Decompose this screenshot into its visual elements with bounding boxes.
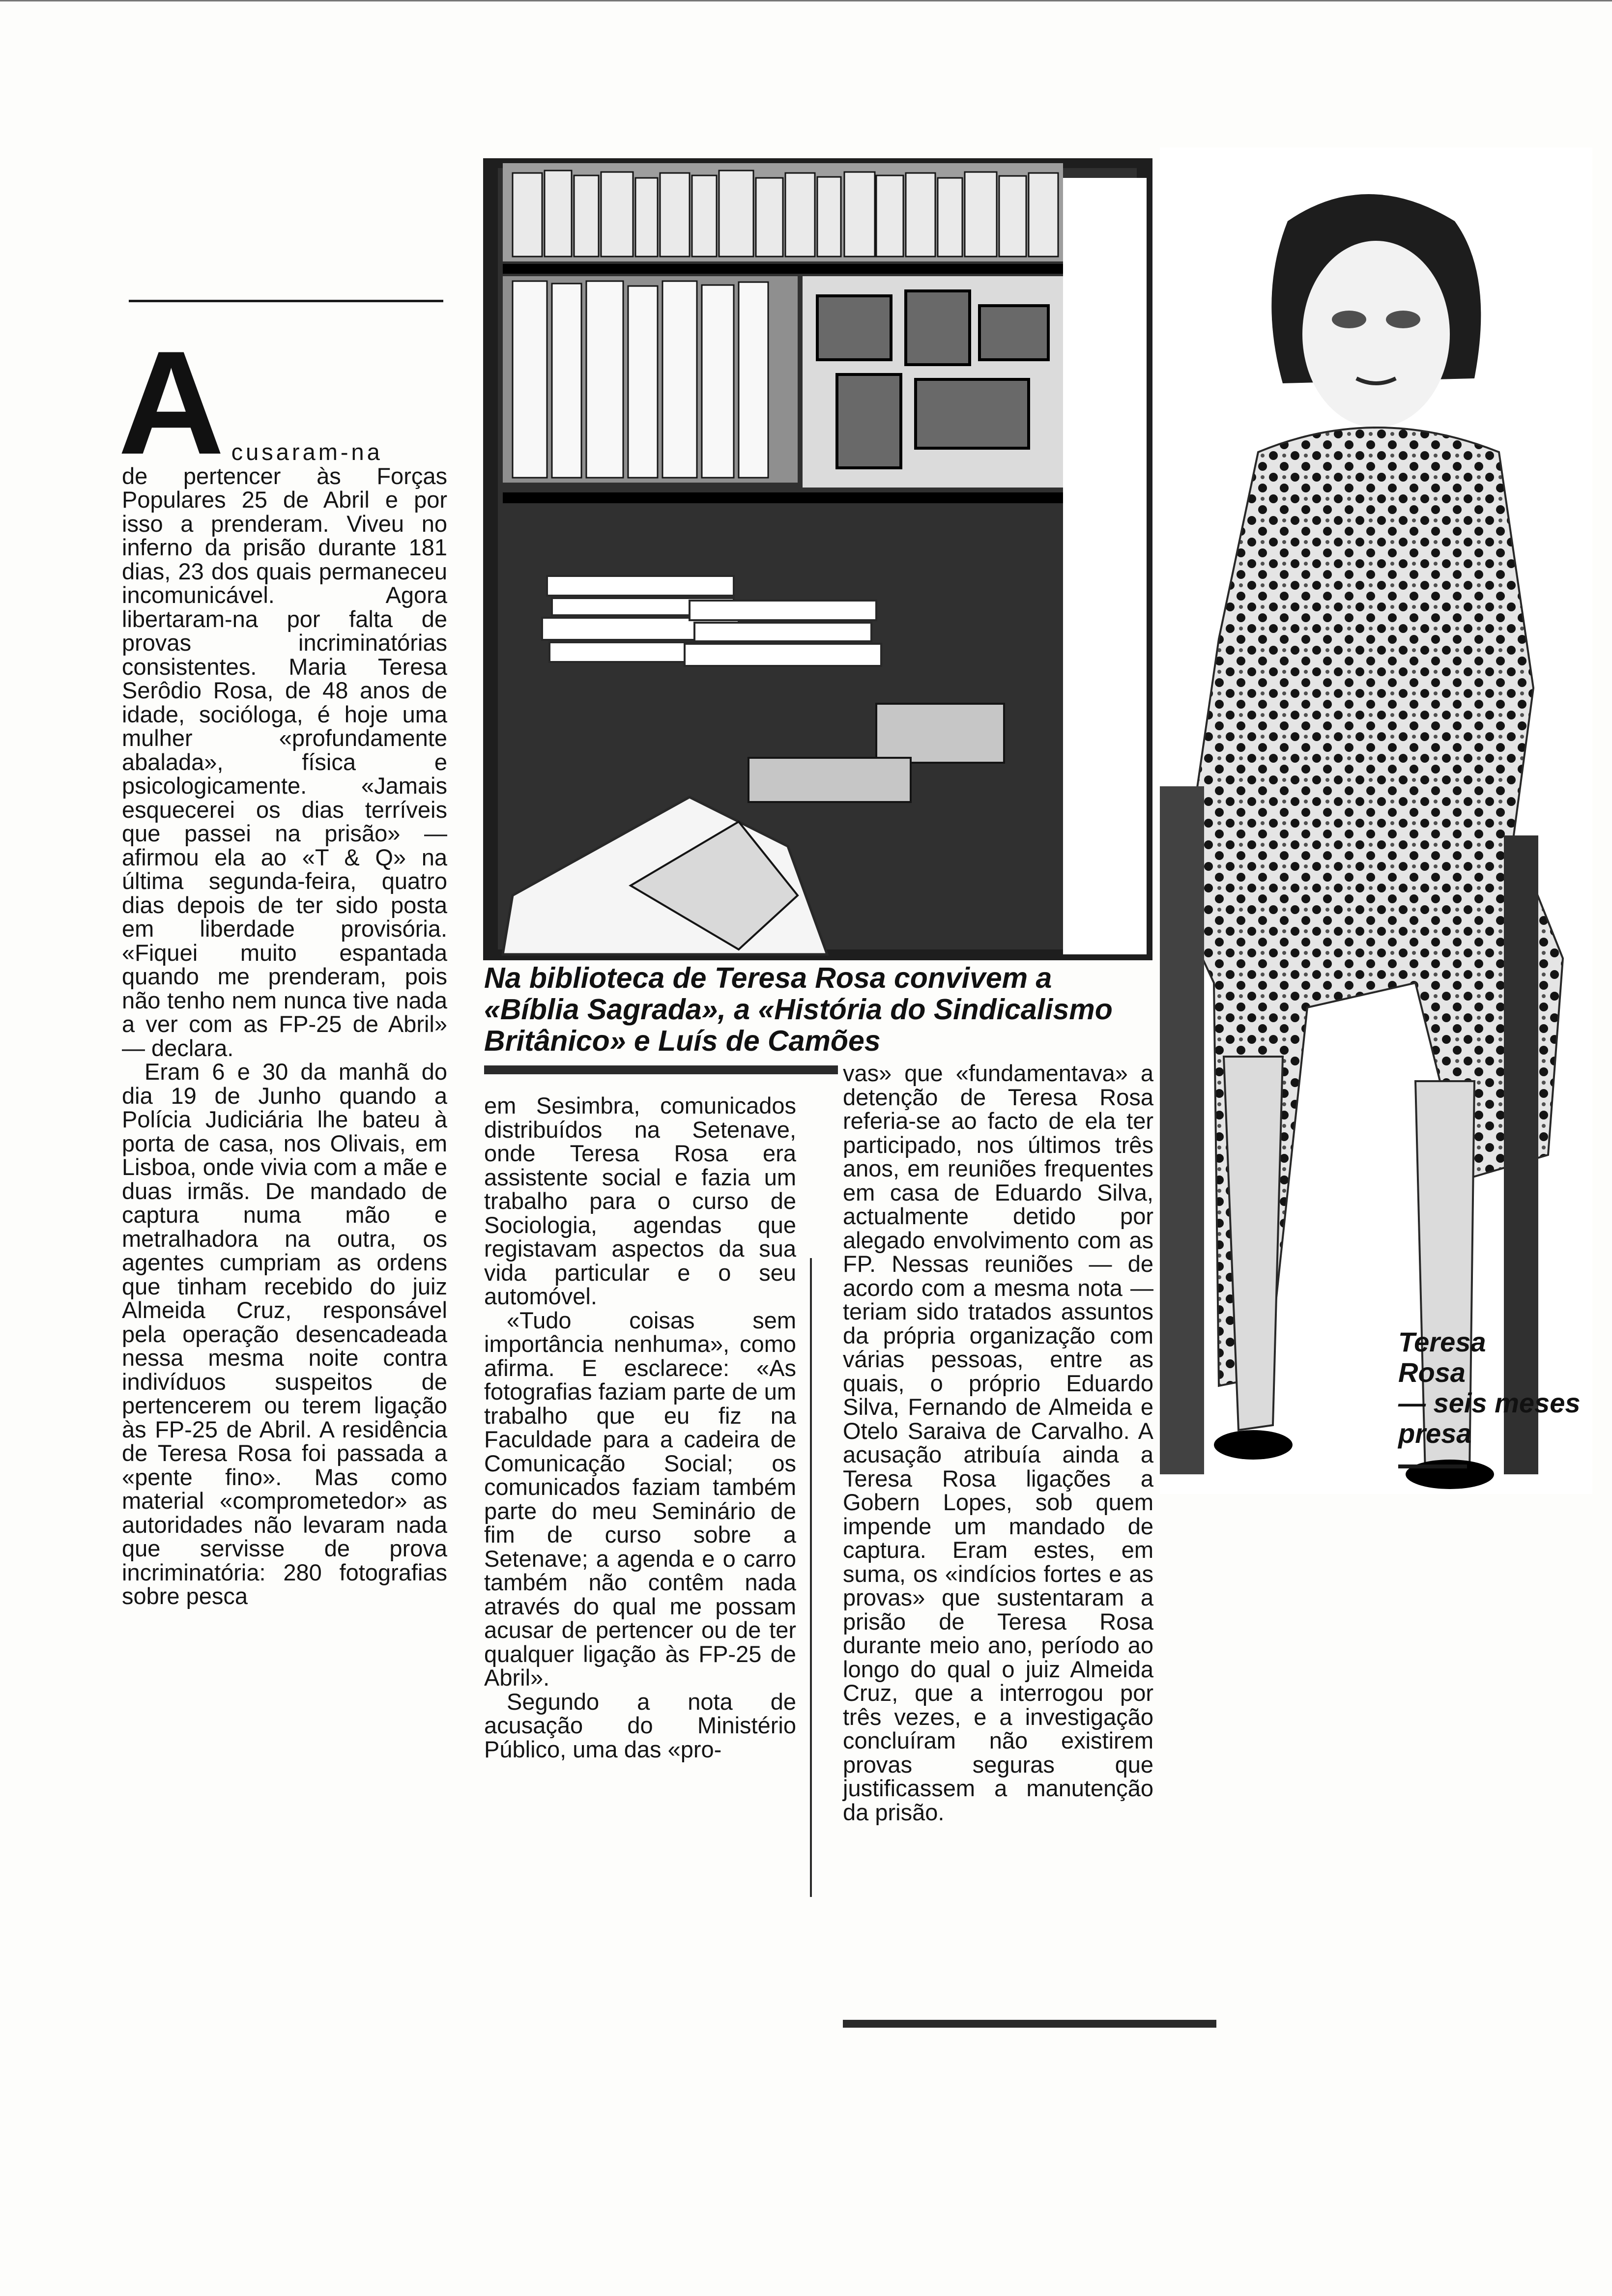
caption-line: presa (1398, 1418, 1472, 1449)
article-bottom-rule (843, 2020, 1216, 2028)
page-top-edge (0, 0, 1612, 1)
portrait-caption-rule (1398, 1464, 1467, 1468)
paragraph: em Sesimbra, comunicados distribuídos na Setenave, onde Teresa Rosa era assistente social e fazia um trabalho para o curso de Sociologia, agendas que registavam aspectos da sua vida particular e o seu automóvel. (484, 1092, 796, 1309)
paragraph: Segundo a nota de acusação do Ministério Público, uma das «pro- (484, 1688, 796, 1762)
caption-line: — seis meses (1398, 1387, 1581, 1418)
portrait-caption (1398, 1327, 1605, 1449)
paragraph: vas» que «fundamentava» a detenção de Teresa Rosa referia-se ao facto de ela ter participado, nos últimos três anos, em reuniões frequentes em casa de Eduardo Silva, actualmente detido por alegado envolvimento com as FP. Nessas reuniões — de acordo com a mesma nota — teriam sido tratados assuntos da própria organização com várias pessoas, entre as quais, o próprio Eduardo Silva, Fernando de Almeida e Otelo Saraiva de Carvalho. A acusação atribuía ainda a Teresa Rosa ligações a Gobern Lopes, sob quem impende um mandado de captura. Eram estes, em suma, os «indícios fortes e as provas» que sustentaram a prisão de Teresa Rosa durante meio ano, período ao longo do qual o juiz Almeida Cruz, que a interrogou por três vezes, e a investigação concluíram não existirem provas seguras que justificassem a manutenção da prisão. (843, 1060, 1153, 1825)
article-column-3 (843, 1062, 1153, 1824)
library-photo (483, 158, 1152, 960)
bookshelf-photo-image (483, 158, 1152, 960)
drop-cap: A (118, 320, 225, 485)
caption-line: Rosa (1398, 1357, 1466, 1388)
column-separator (810, 1258, 812, 1897)
caption-line: Teresa (1398, 1326, 1486, 1357)
caption-line: «Bíblia Sagrada», a «História do Sindicalismo (484, 993, 1113, 1026)
portrait-photo-image (1160, 147, 1592, 1494)
caption-line: Britânico» e Luís de Camões (484, 1025, 881, 1057)
article-column-1 (118, 320, 447, 1609)
paragraph: «Tudo coisas sem importância nenhuma», como afirma. E esclarece: «As fotografias faziam parte de um trabalho que eu fiz na Faculdade para a cadeira de Comunicação Social; os comunicados faziam também parte do meu Seminário de fim de curso sobre a Setenave; a agenda e o carro também não contêm nada através do qual me possam acusar de pertencer ou de ter qualquer ligação às FP-25 de Abril». (484, 1307, 796, 1691)
library-photo-caption (484, 962, 1157, 1057)
article-column-2 (484, 1094, 796, 1761)
lead-first-word: cusaram-na (231, 439, 383, 465)
column-top-rule (129, 300, 443, 302)
paragraph: Eram 6 e 30 da manhã do dia 19 de Junho quando a Polícia Judiciária lhe bateu à porta de casa, nos Olivais, em Lisboa, onde vivia com a mãe e duas irmãs. De mandado de captura numa mão e metralhadora na outra, os agentes cumpriam as ordens que tinham recebido do juiz Almeida Cruz, responsável pela operação desencadeada nessa mesma noite contra indivíduos suspeitos de pertencerem ou terem ligação às FP-25 de Abril. A residência de Teresa Rosa foi passada a «pente fino». Mas como material «comprometedor» as autoridades não levaram nada que servisse de prova incriminatória: 280 fotografias sobre pesca (122, 1059, 447, 1609)
paragraph: de pertencer às Forças Populares 25 de Abril e por isso a prenderam. Viveu no inferno da prisão durante 181 dias, 23 dos quais permaneceu incomunicável. Agora libertaram-na por falta de provas incriminatórias consistentes. Maria Teresa Serôdio Rosa, de 48 anos de idade, socióloga, é hoje uma mulher «profundamente abalada», física e psicologicamente. «Jamais esquecerei os dias terríveis que passei na prisão» — afirmou ela ao «T & Q» na última segunda-feira, quatro dias depois de ter sido posta em liberdade provisória. «Fiquei muito espantada quando me prenderam, pois não tenho nem nunca tive nada a ver com as FP-25 de Abril» — declara. (122, 462, 447, 1061)
portrait-photo (1160, 147, 1592, 1494)
caption-bottom-rule (484, 1065, 838, 1074)
caption-line: Na biblioteca de Teresa Rosa convivem a (484, 962, 1052, 994)
